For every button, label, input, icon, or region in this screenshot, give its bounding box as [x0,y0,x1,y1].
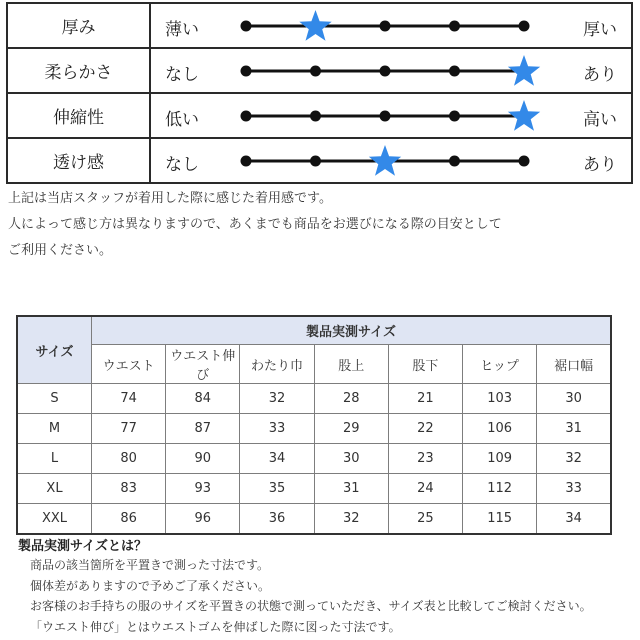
measurement-column-header: 股下 [388,345,462,384]
table-row [17,414,611,444]
footnote-line: お客様のお手持ちの服のサイズを平置きの状態で測っていただき、サイズ表と比較してご検討ください。 [30,599,592,613]
measurement-cell: 34 [240,444,314,474]
measurement-cell: 103 [463,384,537,414]
measurement-cell: 23 [388,444,462,474]
fit-feel-row [7,93,632,138]
measurement-cell: 32 [314,504,388,535]
fit-scale-cell [150,93,632,138]
measurement-column-header: わたり巾 [240,345,314,384]
scale-dot [310,156,321,167]
measurement-cell: 32 [240,384,314,414]
measurement-cell: 30 [314,444,388,474]
scale-high-label: あり [583,65,617,85]
measurement-cell: 36 [240,504,314,535]
footnote-line: 「ウエスト伸び」とはウエストゴムを伸ばした際に図った寸法です。 [30,619,401,634]
measurement-cell: 21 [388,384,462,414]
scale-dot [519,156,530,167]
size-label: XXL [17,504,92,535]
footnote-line: 個体差がありますので予めご了承ください。 [30,578,271,593]
scale-dot [449,21,460,32]
measurement-cell: 74 [92,384,166,414]
measurement-column-header: 裾口幅 [537,345,611,384]
measurement-cell: 31 [314,474,388,504]
scale-track [241,94,551,137]
scale-low-label: 低い [165,110,199,130]
measurement-cell: 112 [463,474,537,504]
footnote-line: 商品の該当箇所を平置きで測った寸法です。 [30,558,270,572]
size-label: XL [17,474,92,504]
fit-scale-cell [150,48,632,93]
measurement-cell: 83 [92,474,166,504]
measurement-cell: 93 [166,474,240,504]
fit-feel-row [7,138,632,183]
measurement-cell: 109 [463,444,537,474]
table-row [17,384,611,414]
scale-dot [449,111,460,122]
measurement-cell: 86 [92,504,166,535]
measurement-cell: 84 [166,384,240,414]
scale-track [241,4,551,47]
footnote-title: 製品実測サイズとは？ [18,539,147,554]
measurement-cell: 87 [166,414,240,444]
measurement-cell: 34 [537,504,611,535]
size-table-title: 製品実測サイズ [92,316,612,345]
scale-high-label: あり [583,155,617,175]
fit-notes [8,186,502,264]
size-label: L [17,444,92,474]
scale-track [241,139,551,182]
measurement-cell: 115 [463,504,537,535]
scale-high-label: 厚い [583,20,617,40]
table-row [17,474,611,504]
scale-dot [380,111,391,122]
measurement-cell: 90 [166,444,240,474]
measurement-cell: 96 [166,504,240,535]
fit-attribute-label: 伸縮性 [7,93,150,138]
fit-attribute-label: 透け感 [7,138,150,183]
fit-feel-table [6,2,633,184]
size-column-header: サイズ [17,316,92,384]
measurement-column-header: 股上 [314,345,388,384]
measurement-cell: 28 [314,384,388,414]
measurement-cell: 106 [463,414,537,444]
measurement-cell: 22 [388,414,462,444]
rating-star-icon [508,55,540,86]
table-row [17,504,611,535]
size-label: M [17,414,92,444]
scale-dot [449,66,460,77]
footnote-lines [30,555,592,637]
scale-low-label: なし [165,155,199,175]
fit-feel-row [7,3,632,48]
measurement-cell: 33 [240,414,314,444]
measurement-column-header: ウエスト伸び [166,345,240,384]
measurement-cell: 32 [537,444,611,474]
rating-star-icon [508,100,540,131]
rating-star-icon [299,10,331,41]
measurement-cell: 33 [537,474,611,504]
table-row [17,444,611,474]
fit-scale-cell [150,138,632,183]
scale-dot [449,156,460,167]
scale-dot [380,21,391,32]
measurement-cell: 31 [537,414,611,444]
measurement-cell: 29 [314,414,388,444]
scale-dot [310,66,321,77]
note-line-2: 人によって感じ方は異なりますので、あくまでも商品をお選びになる際の目安として [8,217,502,232]
measurement-cell: 80 [92,444,166,474]
scale-dot [310,111,321,122]
rating-star-icon [369,145,401,176]
measurement-cell: 24 [388,474,462,504]
fit-attribute-label: 柔らかさ [7,48,150,93]
size-table [16,315,612,535]
scale-dot [241,21,252,32]
note-line-3: ご利用ください。 [8,243,113,258]
note-line-1: 上記は当店スタッフが着用した際に感じた着用感です。 [8,191,332,206]
scale-dot [241,66,252,77]
size-label: S [17,384,92,414]
scale-low-label: なし [165,65,199,85]
measurement-cell: 77 [92,414,166,444]
scale-dot [380,66,391,77]
scale-dot [241,111,252,122]
scale-high-label: 高い [583,110,617,130]
fit-scale-cell [150,3,632,48]
measurement-column-header: ウエスト [92,345,166,384]
measurement-cell: 25 [388,504,462,535]
measurement-cell: 35 [240,474,314,504]
fit-feel-row [7,48,632,93]
fit-attribute-label: 厚み [7,3,150,48]
measurement-column-header: ヒップ [463,345,537,384]
measurement-cell: 30 [537,384,611,414]
scale-dot [241,156,252,167]
scale-dot [519,21,530,32]
scale-low-label: 薄い [165,20,199,40]
scale-track [241,49,551,92]
